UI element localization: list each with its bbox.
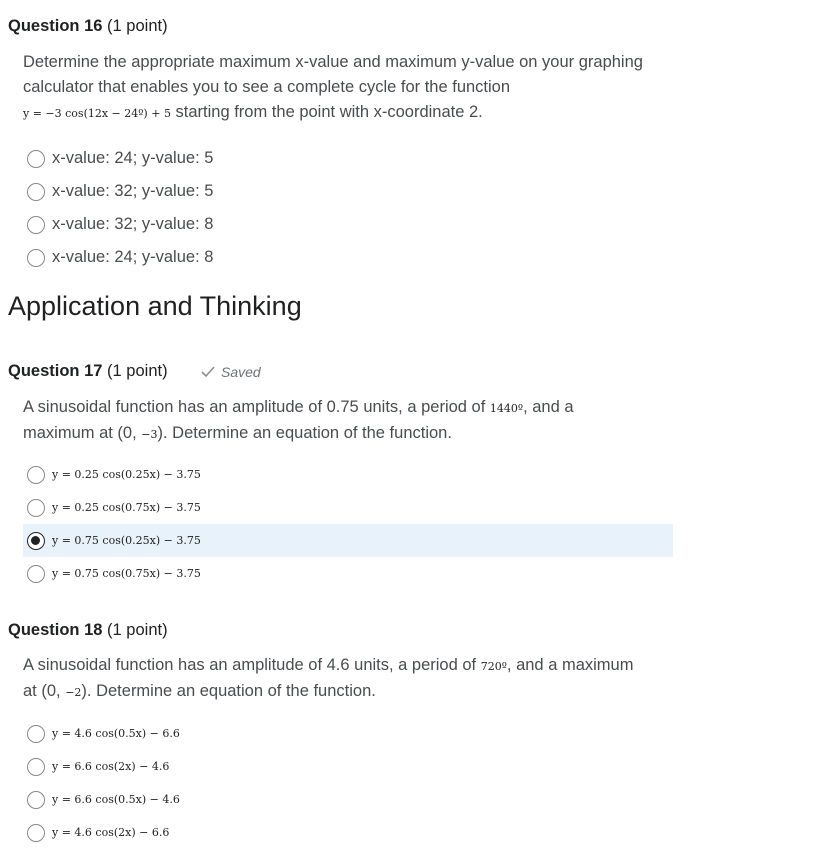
radio-button[interactable]	[27, 183, 45, 201]
question-18-stem-line2	[23, 679, 683, 705]
radio-button[interactable]	[27, 466, 45, 484]
saved-status	[201, 364, 261, 380]
stem-text: ). Determine an equation of the function.	[81, 682, 376, 700]
radio-button[interactable]	[27, 725, 45, 743]
option-label: y = 6.6 cos(0.5x) − 4.6	[52, 793, 180, 806]
radio-button[interactable]	[27, 824, 45, 842]
question-18-period: 720º	[480, 660, 507, 673]
question-17-option-1[interactable]	[23, 458, 673, 491]
question-17-stem-line2	[23, 421, 683, 447]
question-16-header	[8, 17, 168, 36]
question-16-title: Question 16	[8, 17, 103, 35]
stem-text: , and a	[523, 398, 574, 416]
question-17-header	[8, 362, 168, 381]
radio-button[interactable]	[27, 216, 45, 234]
question-16-points: (1 point)	[107, 17, 168, 35]
radio-button[interactable]	[27, 758, 45, 776]
question-18-stem	[23, 653, 683, 705]
question-16-stem-line1: Determine the appropriate maximum x-value and maximum y-value on your graphing	[23, 53, 643, 71]
question-18-option-3[interactable]	[23, 783, 673, 816]
question-16-option-3[interactable]	[23, 208, 673, 241]
question-17-points: (1 point)	[107, 362, 168, 380]
question-18-header	[8, 621, 168, 640]
option-label: y = 0.25 cos(0.75x) − 3.75	[52, 501, 201, 514]
question-18-stem-line1	[23, 653, 683, 679]
radio-button-selected[interactable]	[27, 532, 45, 550]
question-16-stem	[23, 50, 683, 126]
question-18-option-4[interactable]	[23, 816, 673, 849]
checkmark-icon	[201, 366, 215, 378]
question-16-stem-line2: calculator that enables you to see a complete cycle for the function	[23, 78, 511, 96]
question-17-title: Question 17	[8, 362, 103, 380]
question-16-option-4[interactable]	[23, 241, 673, 274]
radio-button[interactable]	[27, 565, 45, 583]
stem-text: A sinusoidal function has an amplitude of 4.6 units, a period of	[23, 656, 477, 674]
radio-button[interactable]	[27, 499, 45, 517]
radio-button[interactable]	[27, 150, 45, 168]
question-17-max-y: −3	[141, 428, 158, 441]
radio-button[interactable]	[27, 791, 45, 809]
question-16-stem-line3-rest: starting from the point with x-coordinate 2.	[175, 103, 483, 121]
question-17-stem-line1	[23, 395, 683, 421]
saved-label: Saved	[221, 364, 261, 380]
question-17-stem	[23, 395, 683, 447]
question-16-stem-line3	[23, 100, 683, 126]
question-18-max-y: −2	[65, 686, 82, 699]
question-17-option-2[interactable]	[23, 491, 673, 524]
question-17-option-3[interactable]	[23, 524, 673, 557]
option-label: y = 0.75 cos(0.25x) − 3.75	[52, 534, 201, 547]
option-label: y = 0.25 cos(0.25x) − 3.75	[52, 468, 201, 481]
radio-button[interactable]	[27, 249, 45, 267]
question-16-option-2[interactable]	[23, 175, 673, 208]
option-label: y = 6.6 cos(2x) − 4.6	[52, 760, 170, 773]
question-18-option-1[interactable]	[23, 717, 673, 750]
option-label: y = 4.6 cos(2x) − 6.6	[52, 826, 170, 839]
option-label: y = 4.6 cos(0.5x) − 6.6	[52, 727, 180, 740]
stem-text: at (0,	[23, 682, 61, 700]
stem-text: ). Determine an equation of the function.	[157, 424, 452, 442]
question-18-title: Question 18	[8, 621, 103, 639]
question-18-option-2[interactable]	[23, 750, 673, 783]
option-label: x-value: 24; y-value: 5	[52, 149, 214, 167]
option-label: x-value: 24; y-value: 8	[52, 248, 214, 266]
option-label: x-value: 32; y-value: 5	[52, 182, 214, 200]
question-17-period: 1440º	[489, 402, 524, 415]
option-label: y = 0.75 cos(0.75x) − 3.75	[52, 567, 201, 580]
question-16-function: y = −3 cos(12x − 24º) + 5	[23, 107, 171, 120]
stem-text: maximum at (0,	[23, 424, 137, 442]
stem-text: , and a maximum	[506, 656, 634, 674]
stem-text: A sinusoidal function has an amplitude of 0.75 units, a period of	[23, 398, 486, 416]
question-17-option-4[interactable]	[23, 557, 673, 590]
section-title: Application and Thinking	[8, 291, 302, 321]
question-18-points: (1 point)	[107, 621, 168, 639]
question-16-option-1[interactable]	[23, 142, 673, 175]
option-label: x-value: 32; y-value: 8	[52, 215, 214, 233]
